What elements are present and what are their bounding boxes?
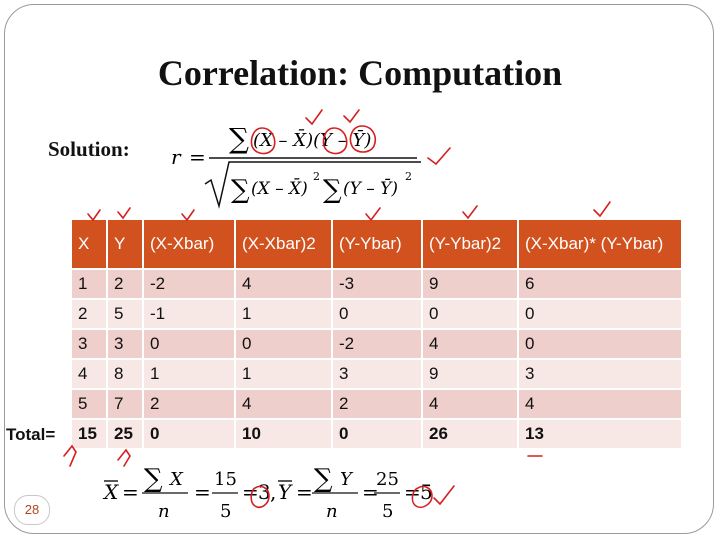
formula-square-a: 2 xyxy=(313,170,320,183)
header-x: X xyxy=(72,220,108,268)
table-row xyxy=(72,268,683,298)
formula-square-b: 2 xyxy=(405,170,412,183)
formula-numerator: (X – X̄)(Y – Ȳ) xyxy=(253,130,372,151)
cell-y-dev-sq: 4 xyxy=(423,328,519,358)
header-y-dev-sq: (Y-Ybar)2 xyxy=(423,220,519,268)
cell-y: 3 xyxy=(108,328,144,358)
xbar-symbol: X xyxy=(104,480,119,504)
x-total: 15 xyxy=(214,469,237,490)
total-y: 25 xyxy=(108,418,144,448)
xbar-sum-sigma: ∑ xyxy=(144,464,163,494)
ybar-eq-3: = xyxy=(404,480,421,504)
solution-label: Solution: xyxy=(48,137,130,161)
ybar-n: n xyxy=(326,501,338,522)
cell-y: 2 xyxy=(108,268,144,298)
cell-product: 6 xyxy=(519,268,683,298)
cell-x: 4 xyxy=(72,358,108,388)
xbar-eq: = xyxy=(122,480,139,504)
header-y-dev: (Y-Ybar) xyxy=(333,220,423,268)
cell-x: 5 xyxy=(72,388,108,418)
formula-numerator-sigma: ∑ xyxy=(229,122,249,155)
cell-y: 5 xyxy=(108,298,144,328)
cell-y-dev: 2 xyxy=(333,388,423,418)
cell-product: 3 xyxy=(519,358,683,388)
cell-x-dev-sq: 1 xyxy=(236,358,333,388)
xbar-sum-x: X xyxy=(170,469,183,490)
xbar-n: n xyxy=(158,501,170,522)
total-x: 15 xyxy=(72,418,108,448)
header-x-dev: (X-Xbar) xyxy=(144,220,236,268)
cell-x-dev: 1 xyxy=(144,358,236,388)
formula-denominator-b: (Y – Ȳ) xyxy=(343,179,399,199)
ybar-eq: = xyxy=(296,480,313,504)
cell-x-dev-sq: 0 xyxy=(236,328,333,358)
cell-y: 7 xyxy=(108,388,144,418)
y-n-value: 5 xyxy=(382,501,394,522)
cell-x-dev-sq: 4 xyxy=(236,268,333,298)
cell-x: 2 xyxy=(72,298,108,328)
cell-y-dev-sq: 9 xyxy=(423,358,519,388)
total-x-dev: 0 xyxy=(144,418,236,448)
means-comma: , xyxy=(270,480,277,504)
ybar-eq-2: = xyxy=(362,480,379,504)
xbar-eq-3: = xyxy=(242,480,259,504)
total-y-dev-sq: 26 xyxy=(423,418,519,448)
cell-x: 1 xyxy=(72,268,108,298)
totals-row xyxy=(72,418,683,448)
ybar-symbol: Y xyxy=(278,480,292,504)
ybar-sum-y: Y xyxy=(340,469,352,490)
cell-x-dev-sq: 1 xyxy=(236,298,333,328)
cell-y: 8 xyxy=(108,358,144,388)
cell-y-dev: 3 xyxy=(333,358,423,388)
formula-r: r xyxy=(171,145,181,169)
header-y: Y xyxy=(108,220,144,268)
cell-product: 0 xyxy=(519,328,683,358)
cell-product: 4 xyxy=(519,388,683,418)
y-total: 25 xyxy=(376,469,399,490)
table-row xyxy=(72,328,683,358)
table-row xyxy=(72,358,683,388)
correlation-formula xyxy=(165,110,435,210)
computation-table xyxy=(72,220,683,448)
cell-x-dev: 2 xyxy=(144,388,236,418)
table-header-row xyxy=(72,220,683,268)
cell-y-dev: -2 xyxy=(333,328,423,358)
cell-x-dev: 0 xyxy=(144,328,236,358)
table-row xyxy=(72,388,683,418)
total-label: Total= xyxy=(6,425,56,444)
y-mean-result: 5 xyxy=(420,480,433,504)
x-mean-result: 3 xyxy=(258,480,271,504)
slide-title: Correlation: Computation xyxy=(157,53,563,93)
formula-denominator-a: (X – X̄) xyxy=(251,179,308,199)
cell-y-dev: -3 xyxy=(333,268,423,298)
ybar-sum-sigma: ∑ xyxy=(314,464,333,494)
page-number: 28 xyxy=(14,495,50,525)
cell-x: 3 xyxy=(72,328,108,358)
cell-x-dev: -1 xyxy=(144,298,236,328)
formula-equals: = xyxy=(189,145,206,169)
cell-x-dev-sq: 4 xyxy=(236,388,333,418)
cell-y-dev-sq: 9 xyxy=(423,268,519,298)
cell-y-dev: 0 xyxy=(333,298,423,328)
table-row xyxy=(72,298,683,328)
cell-y-dev-sq: 4 xyxy=(423,388,519,418)
header-product: (X-Xbar)* (Y-Ybar) xyxy=(519,220,683,268)
formula-denominator-sigma-a: ∑ xyxy=(231,175,250,205)
cell-product: 0 xyxy=(519,298,683,328)
xbar-eq-2: = xyxy=(194,480,211,504)
total-y-dev: 0 xyxy=(333,418,423,448)
cell-x-dev: -2 xyxy=(144,268,236,298)
total-x-dev-sq: 10 xyxy=(236,418,333,448)
cell-y-dev-sq: 0 xyxy=(423,298,519,328)
header-x-dev-sq: (X-Xbar)2 xyxy=(236,220,333,268)
x-n-value: 5 xyxy=(220,501,232,522)
total-product: 13 xyxy=(519,418,683,448)
formula-denominator-sigma-b: ∑ xyxy=(323,175,342,205)
mean-formulas xyxy=(100,455,460,527)
